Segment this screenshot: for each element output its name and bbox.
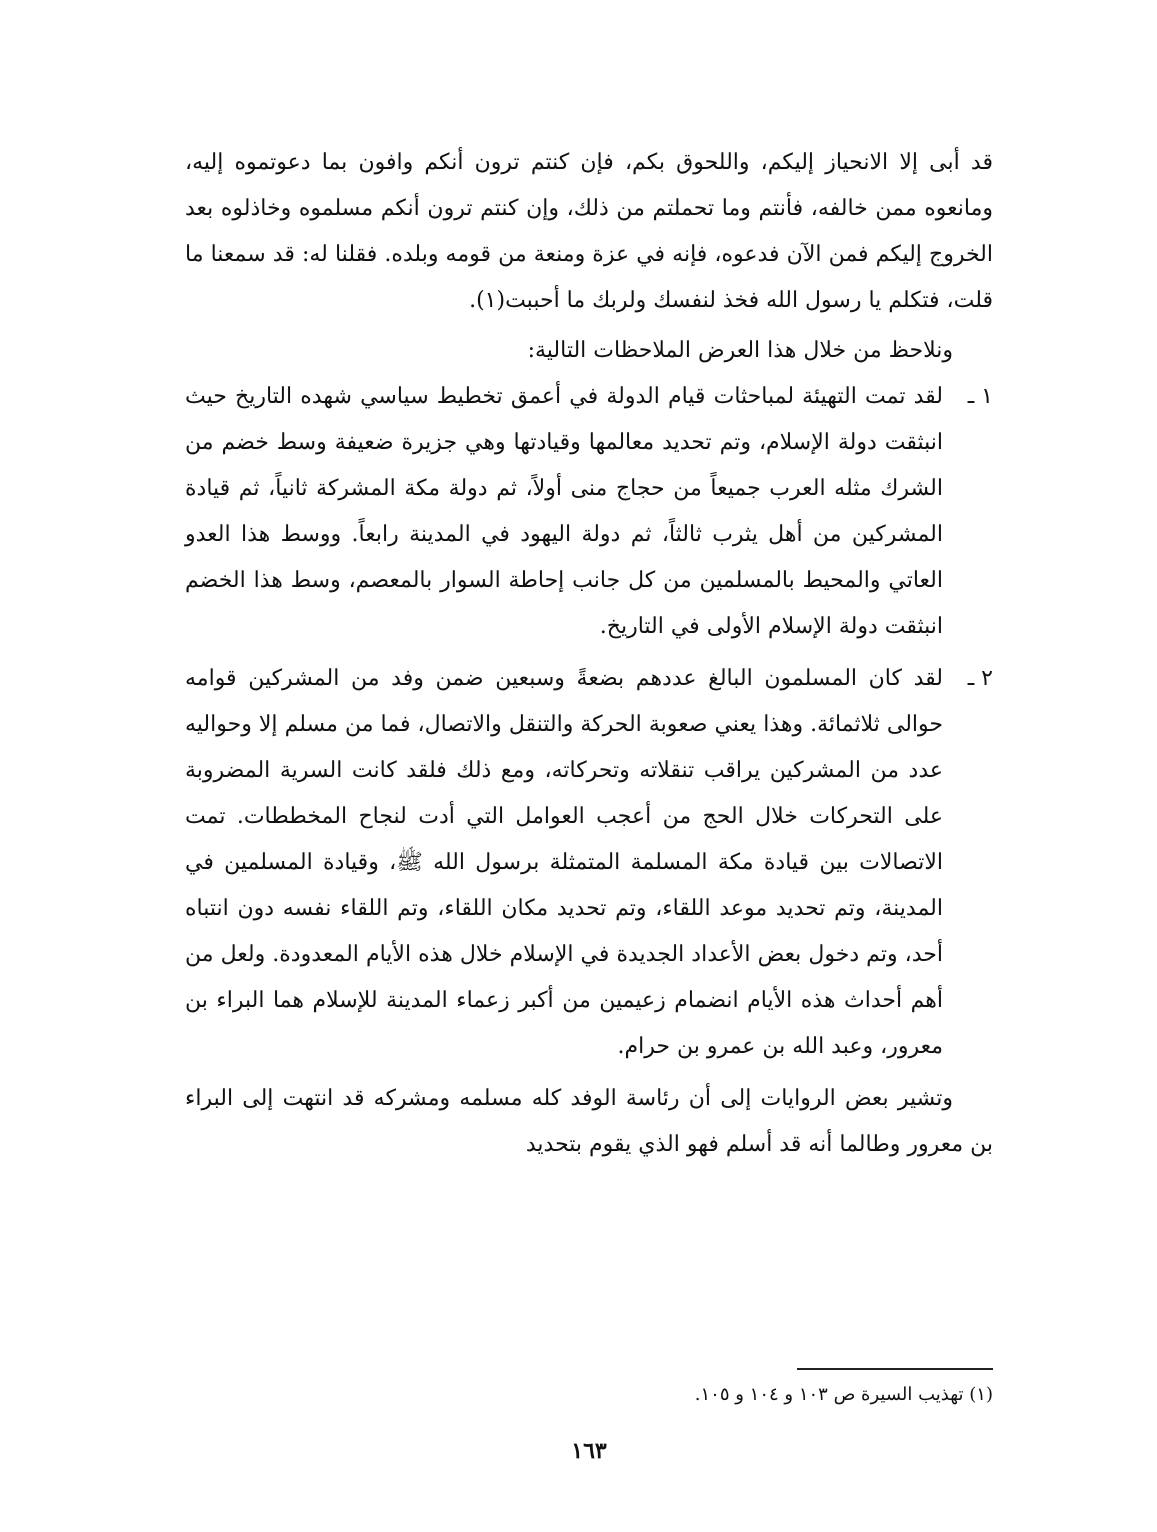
list-item-text: لقد كان المسلمون البالغ عددهم بضعةً وسبعين ضمن وفد من المشركين قوامه حوالى ثلاثمائة. وهذا يعني صعوبة الحركة والتنقل والاتصال، فما من مسلم إلا وحواليه عدد من المشركين يراقب تنقلاته وتحركاته، ومع ذلك فلقد كانت السرية المضروبة على التحركات خلال الحج من أعجب العوامل التي أدت لنجاح المخططات. تمت الاتصالات بين قيادة مكة المسلمة المتمثلة برسول الله ﷺ، وقيادة المسلمين في المدينة، وتم تحديد موعد اللقاء، وتم تحديد مكان اللقاء، وتم اللقاء نفسه دون انتباه أحد، وتم دخول بعض الأعداد الجديدة في الإسلام خلال هذه الأيام المعدودة. ولعل من أهم أحداث هذه الأيام انضمام زعيمين من أكبر زعماء المدينة للإسلام هما البراء بن معرور، وعبد الله بن عمرو بن حرام. [185,666,943,1059]
closing-paragraph: وتشير بعض الروايات إلى أن رئاسة الوفد كله مسلمه ومشركه قد انتهت إلى البراء بن معرور وطالما أنه قد أسلم فهو الذي يقوم بتحديد [185,1086,993,1157]
list-item-text: لقد تمت التهيئة لمباحثات قيام الدولة في أعمق تخطيط سياسي شهده التاريخ حيث انبثقت دولة الإسلام، وتم تحديد معالمها وقيادتها وهي جزيرة ضعيفة وسط خضم من الشرك مثله العرب جميعاً من حجاج منى أولاً، ثم دولة مكة المشركة ثانياً، ثم قيادة المشركين من أهل يثرب ثالثاً، ثم دولة اليهود في المدينة رابعاً. ووسط هذا العدو العاتي والمحيط بالمسلمين من كل جانب إحاطة السوار بالمعصم، وسط هذا الخضم انبثقت دولة الإسلام الأولى في التاريخ. [185,384,943,639]
list-item [185,374,993,650]
opening-paragraph: قد أبى إلا الانحياز إليكم، واللحوق بكم، فإن كنتم ترون أنكم وافون بما دعوتموه إليه، ومانعوه ممن خالفه، فأنتم وما تحملتم من ذلك، وإن كنتم ترون أنكم مسلموه وخاذلوه بعد الخروج إليكم فمن الآن فدعوه، فإنه في عزة ومنعة من قومه وبلده. فقلنا له: قد سمعنا ما قلت، فتكلم يا رسول الله فخذ لنفسك ولربك ما أحببت(١). [185,150,993,313]
list-item-number: ٢ ـ [967,666,993,691]
intro-line: ونلاحظ من خلال هذا العرض الملاحظات التالية: [527,338,953,363]
book-page [185,140,993,1532]
footnote-divider [797,1368,993,1370]
page-number: ١٦٣ [571,1438,607,1464]
footnote: (١) تهذيب السيرة ص ١٠٣ و ١٠٤ و ١٠٥. [694,1384,993,1405]
list-item [185,656,993,1070]
list-item-number: ١ ـ [967,384,993,409]
observations-list [185,374,993,1070]
